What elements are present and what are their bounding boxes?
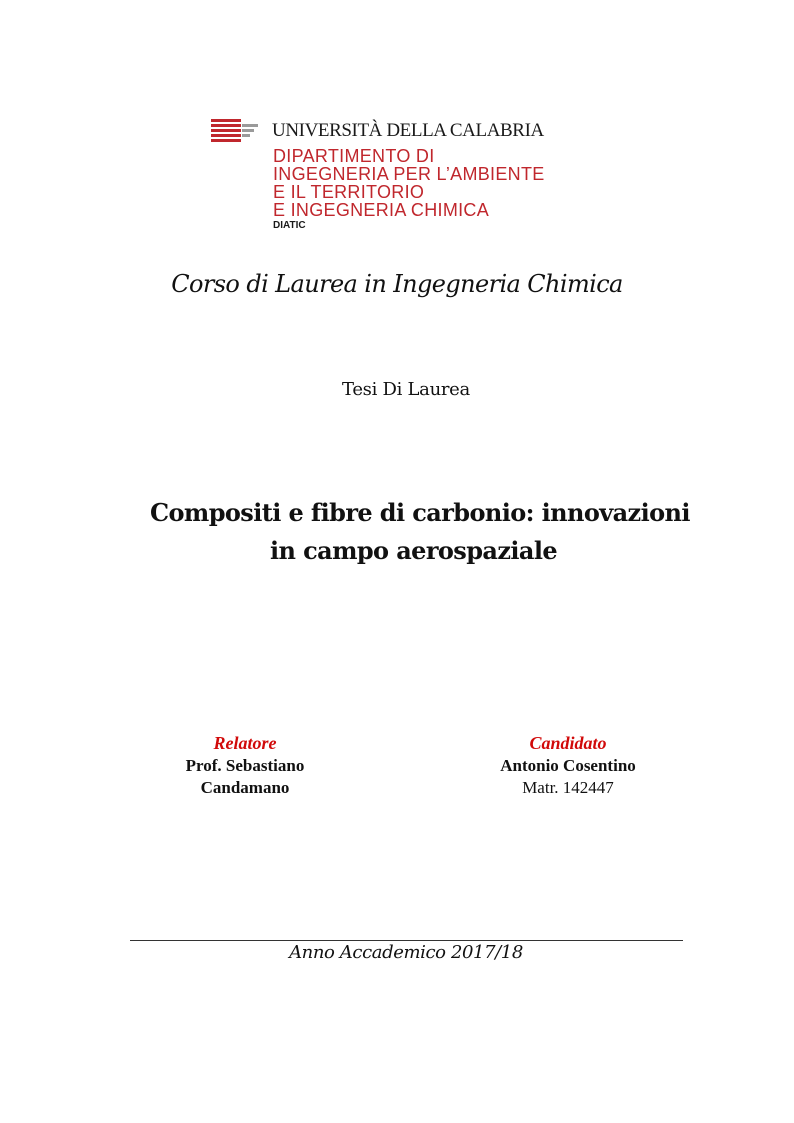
thesis-title-line-1: Compositi e fibre di carbonio: innovazioni <box>150 498 690 527</box>
supervisor-role: Relatore <box>213 733 277 753</box>
thesis-type: Tesi Di Laurea <box>342 379 470 400</box>
university-logo <box>211 117 611 237</box>
department-acronym: DIATIC <box>273 220 306 231</box>
department-line-1: DIPARTIMENTO DI <box>273 146 435 166</box>
supervisor-block <box>155 731 335 799</box>
university-logo-icon <box>211 119 259 143</box>
academic-year: Anno Accademico 2017/18 <box>289 942 523 963</box>
course-name: Corso di Laurea in Ingegneria Chimica <box>171 270 623 298</box>
department-line-3: E IL TERRITORIO <box>273 182 425 202</box>
candidate-matricola: Matr. 142447 <box>522 778 614 797</box>
candidate-name: Antonio Cosentino <box>500 756 636 775</box>
department-line-4: E INGEGNERIA CHIMICA <box>273 200 490 220</box>
candidate-block <box>478 731 658 799</box>
candidate-role: Candidato <box>529 733 607 753</box>
supervisor-name-line-1: Prof. Sebastiano <box>185 756 305 775</box>
department-line-2: INGEGNERIA PER L’AMBIENTE <box>273 164 545 184</box>
thesis-title-line-2: in campo aerospaziale <box>270 536 558 565</box>
supervisor-name-line-2: Candamano <box>200 778 290 797</box>
divider <box>130 940 683 941</box>
university-name: UNIVERSITÀ DELLA CALABRIA <box>272 120 544 141</box>
